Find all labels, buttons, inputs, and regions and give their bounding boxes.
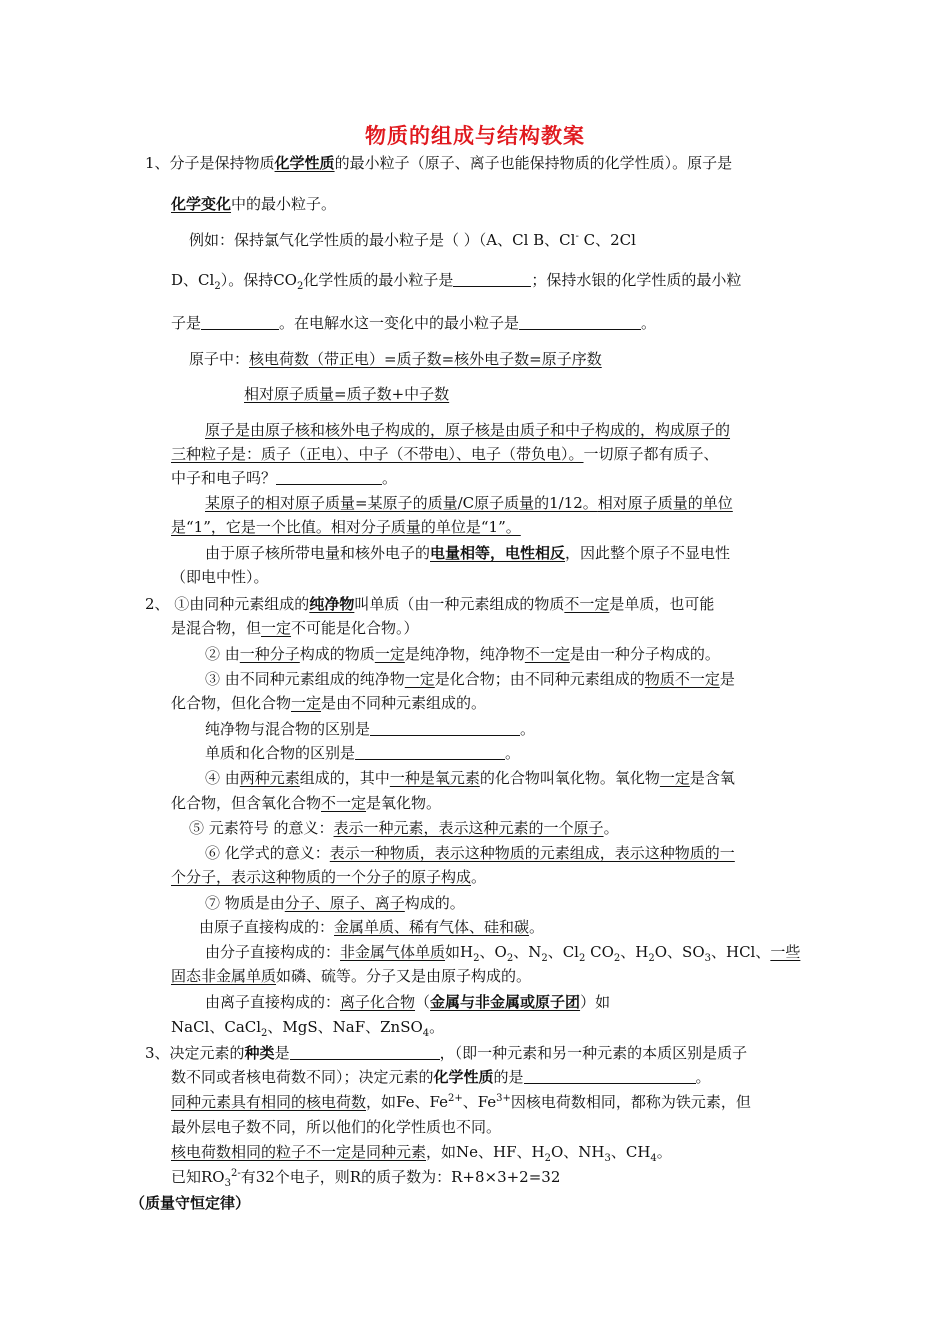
- emphasis: 化学性质: [274, 154, 335, 172]
- underlined-text: 不一定: [524, 645, 570, 663]
- text: 1、分子是保持物质: [145, 154, 275, 172]
- text: 中的最小粒子。: [231, 195, 337, 213]
- subscript: 2: [578, 953, 586, 964]
- answer-blank[interactable]: [453, 271, 531, 287]
- underlined-text: 原子是由原子核和核外电子构成的，原子核是由质子和中子构成的，构成原子的: [205, 421, 731, 439]
- answer-blank[interactable]: [355, 744, 505, 760]
- text: （: [415, 993, 431, 1011]
- s1-line-14: [171, 567, 269, 587]
- underlined-text: 个分子，表示这种物质的一个分子的原子构成: [171, 868, 472, 886]
- s1-line-9: [171, 444, 719, 464]
- text: 的最小粒子（原子、离子也能保持物质的化学性质）。原子是: [334, 154, 733, 172]
- answer-blank[interactable]: [276, 469, 382, 485]
- underlined-text: 金属单质、稀有气体、硅和碳: [334, 918, 530, 936]
- s2-line-3: [205, 644, 720, 664]
- text: 是纯净物，纯净物: [404, 645, 525, 663]
- subscript: 2: [506, 953, 514, 964]
- text: 纯净物与混合物的区别是: [205, 720, 371, 738]
- text: 是混合物，但: [171, 619, 262, 637]
- underlined-text: 分子、原子、离子: [284, 894, 405, 912]
- text: 、N: [513, 943, 542, 961]
- text: O、NH: [550, 1143, 605, 1161]
- text: 是由不同种元素组成的。: [321, 694, 487, 712]
- text: C、2Cl: [578, 231, 636, 249]
- s1-line-13: [205, 543, 730, 563]
- answer-blank[interactable]: [290, 1044, 440, 1060]
- emphasis: 纯净物: [309, 595, 355, 613]
- text: 的是: [493, 1068, 524, 1086]
- s2-line-2: [171, 618, 419, 638]
- answer-blank[interactable]: [519, 314, 641, 330]
- text: 。: [656, 1143, 672, 1161]
- underlined-text: 核电荷数（带正电）=质子数=核外电子数=原子序数: [249, 350, 602, 368]
- text: ）如: [580, 993, 611, 1011]
- text: 、O: [479, 943, 507, 961]
- underlined-text: 相对原子质量的单位: [597, 494, 733, 512]
- underlined-text: 离子化合物: [340, 993, 416, 1011]
- text: 已知RO: [171, 1168, 225, 1186]
- answer-blank[interactable]: [201, 314, 279, 330]
- s2-line-8: [205, 768, 735, 788]
- text: 如磷、硫等。分子又是由原子构成的。: [276, 967, 532, 985]
- text: 。: [520, 720, 536, 738]
- emphasis: 电量相等，电性相反: [430, 544, 566, 562]
- s1-line-8: [205, 420, 730, 440]
- subscript: 2: [261, 1028, 268, 1039]
- section-heading: （质量守恒定律）: [130, 1194, 251, 1212]
- underlined-text: 物质不一定: [644, 670, 720, 688]
- text: 是单质，也可能: [609, 595, 715, 613]
- s1-line-5: [171, 313, 656, 333]
- text: 、HCl、: [711, 943, 771, 961]
- s1-line-7: [244, 384, 449, 404]
- text: 中子和电子吗？: [171, 469, 277, 487]
- text: ⑦ 物质是由: [205, 894, 285, 912]
- subscript: 3: [224, 1178, 231, 1189]
- underlined-text: 固态非金属单质: [171, 967, 277, 985]
- underlined-text: 一定: [659, 769, 690, 787]
- s1-line-2: [171, 194, 336, 214]
- text: 一切原子都有质子、: [583, 445, 719, 463]
- s2-line-9: [171, 793, 441, 813]
- emphasis: 金属与非金属或原子团: [430, 993, 581, 1011]
- superscript: 2-: [230, 1168, 241, 1179]
- s2-line-1: [145, 594, 714, 614]
- s2-line-11: [205, 843, 735, 863]
- text: 由于原子核所带电量和核外电子的: [205, 544, 431, 562]
- text: 。: [529, 918, 545, 936]
- underlined-text: 一定: [291, 694, 322, 712]
- underlined-text: 核电荷数相同的粒子不一定是同种元素: [171, 1143, 427, 1161]
- s1-line-1: [145, 153, 732, 173]
- underlined-text: 不一定: [564, 595, 610, 613]
- text: 化合物，但含氧化合物: [171, 794, 322, 812]
- s2-line-12: [171, 867, 486, 887]
- s2-line-14: [199, 917, 544, 937]
- text: ）。保持CO: [220, 271, 297, 289]
- answer-blank[interactable]: [524, 1068, 696, 1084]
- underlined-text: 某原子的相对原子质量=某原子的质量/C原子质量的1/12。: [205, 494, 598, 512]
- underlined-text: 表示一种元素，表示这种元素的一个原子: [333, 819, 604, 837]
- text: 子是: [171, 314, 202, 332]
- text: 、MgS、NaF、ZnSO: [267, 1018, 423, 1036]
- text: 由离子直接构成的：: [205, 993, 341, 1011]
- text: 构成的。: [404, 894, 465, 912]
- subscript: 4: [650, 1153, 657, 1164]
- superscript: 3+: [496, 1093, 511, 1104]
- s2-line-7: [205, 743, 520, 763]
- subscript: 2: [473, 953, 480, 964]
- superscript: -: [575, 231, 579, 242]
- text: 、H: [620, 943, 649, 961]
- subscript: 3: [704, 953, 711, 964]
- underlined-text: 一定: [374, 645, 405, 663]
- underlined-text: 一种是氧元素: [389, 769, 480, 787]
- text: 由分子直接构成的：: [205, 943, 341, 961]
- underlined-text: 两种元素: [239, 769, 300, 787]
- text: 。: [382, 469, 398, 487]
- s1-line-10: [171, 468, 397, 488]
- text: 原子中：: [189, 350, 250, 368]
- text: D、Cl: [171, 271, 215, 289]
- text: NaCl、CaCl: [171, 1018, 262, 1036]
- text: （即电中性）。: [171, 568, 269, 586]
- s2-line-6: [205, 719, 535, 739]
- text: 。: [429, 1018, 445, 1036]
- s1-line-6: [189, 349, 602, 369]
- s2-line-18: [171, 1017, 444, 1037]
- s1-line-3: [189, 230, 636, 250]
- s3-line-3: [171, 1092, 751, 1112]
- answer-blank[interactable]: [370, 720, 520, 736]
- subscript: 2: [214, 281, 221, 292]
- s2-line-15: [205, 942, 800, 962]
- text: ，（即一种元素和另一种元素的本质区别是质子: [439, 1044, 748, 1062]
- subscript: 2: [544, 1153, 551, 1164]
- emphasis: 化学性质: [433, 1068, 494, 1086]
- underlined-text: 三种粒子是：质子（正电）、中子（不带电）、电子（带负电）。: [171, 445, 584, 463]
- text: ④ 由: [205, 769, 240, 787]
- superscript: 2+: [447, 1093, 463, 1104]
- underlined-text: 一种分子: [239, 645, 300, 663]
- s2-line-16: [171, 966, 531, 986]
- text: 。: [505, 744, 521, 762]
- underlined-text: 非金属气体单质: [340, 943, 446, 961]
- s2-line-5: [171, 693, 486, 713]
- text: 不可能是化合物。）: [291, 619, 419, 637]
- s3-line-5: [171, 1142, 672, 1162]
- text: 化学性质的最小粒子是: [303, 271, 454, 289]
- s2-line-13: [205, 893, 465, 913]
- underlined-text: 一定: [261, 619, 292, 637]
- underlined-text: 相对原子质量=质子数+中子数: [244, 385, 450, 403]
- s2-line-4: [205, 669, 735, 689]
- subscript: 2: [648, 953, 655, 964]
- underlined-text: 表示一种物质，表示这种物质的元素组成，表示这种物质的一: [329, 844, 735, 862]
- s3-line-7: [130, 1193, 250, 1213]
- text: 3、决定元素的: [145, 1044, 245, 1062]
- text: 、Cl: [547, 943, 579, 961]
- text: 。: [603, 819, 619, 837]
- text: 是: [719, 670, 735, 688]
- text: 由原子直接构成的：: [199, 918, 335, 936]
- text: 组成的，其中: [299, 769, 390, 787]
- text: 化合物，但化合物: [171, 694, 292, 712]
- text: 如H: [445, 943, 474, 961]
- text: ，因此整个原子不显电性: [565, 544, 731, 562]
- emphasis: 化学变化: [171, 195, 232, 213]
- text: CO: [585, 943, 614, 961]
- text: 、CH: [610, 1143, 651, 1161]
- text: 有32个电子，则R的质子数为：R+8×3+2=32: [240, 1168, 561, 1186]
- text: 、Fe: [462, 1093, 497, 1111]
- text: O、SO: [654, 943, 705, 961]
- emphasis: 种类: [244, 1044, 275, 1062]
- text: ⑤ 元素符号 的意义：: [189, 819, 334, 837]
- text: 是: [274, 1044, 290, 1062]
- subscript: 2: [613, 953, 621, 964]
- text: 。: [695, 1068, 711, 1086]
- s3-line-1: [145, 1043, 747, 1063]
- text: 最外层电子数不同，所以他们的化学性质也不同。: [171, 1118, 502, 1136]
- text: 单质和化合物的区别是: [205, 744, 356, 762]
- underlined-text: 一些: [770, 943, 801, 961]
- underlined-text: 是“1”，它是一个比值。相对分子质量的单位是“1”。: [171, 518, 521, 536]
- text: ；保持水银的化学性质的最小粒: [531, 271, 742, 289]
- text: 数不同或者核电荷数不同）；决定元素的: [171, 1068, 434, 1086]
- text: 因核电荷数相同，都称为铁元素，但: [510, 1093, 751, 1111]
- underlined-text: 不一定: [321, 794, 367, 812]
- subscript: 2: [296, 281, 304, 292]
- s2-line-10: [189, 818, 619, 838]
- text: ，如Fe、Fe: [366, 1093, 448, 1111]
- text: 是含氧: [689, 769, 735, 787]
- s3-line-4: [171, 1117, 501, 1137]
- s1-line-11: [205, 493, 733, 513]
- text: ③ 由不同种元素组成的纯净物: [205, 670, 405, 688]
- text: 例如：保持氯气化学性质的最小粒子是（ ）（A、Cl B、Cl: [189, 231, 576, 249]
- s1-line-4: [171, 270, 741, 290]
- text: 的化合物叫氧化物。氧化物: [479, 769, 660, 787]
- s1-line-12: [171, 517, 521, 537]
- text: 2、 ①由同种元素组成的: [145, 595, 310, 613]
- text: ⑥ 化学式的意义：: [205, 844, 330, 862]
- subscript: 4: [422, 1028, 430, 1039]
- text: 叫单质（由一种元素组成的物质: [354, 595, 565, 613]
- text: 是化合物；由不同种元素组成的: [434, 670, 645, 688]
- s3-line-2: [171, 1067, 711, 1087]
- text: 构成的物质: [299, 645, 375, 663]
- s2-line-17: [205, 992, 610, 1012]
- underlined-text: 一定: [404, 670, 435, 688]
- text: 是由一种分子构成的。: [569, 645, 720, 663]
- subscript: 3: [604, 1153, 611, 1164]
- text: ② 由: [205, 645, 240, 663]
- text: 是氧化物。: [366, 794, 442, 812]
- text: 。: [471, 868, 487, 886]
- page-title: 物质的组成与结构教案: [365, 124, 585, 148]
- underlined-text: 同种元素具有相同的核电荷数: [171, 1093, 367, 1111]
- s3-line-6: [171, 1167, 560, 1187]
- text: 。在电解水这一变化中的最小粒子是: [279, 314, 520, 332]
- subscript: 2: [541, 953, 548, 964]
- text: 。: [641, 314, 657, 332]
- text: ，如Ne、HF、H: [426, 1143, 545, 1161]
